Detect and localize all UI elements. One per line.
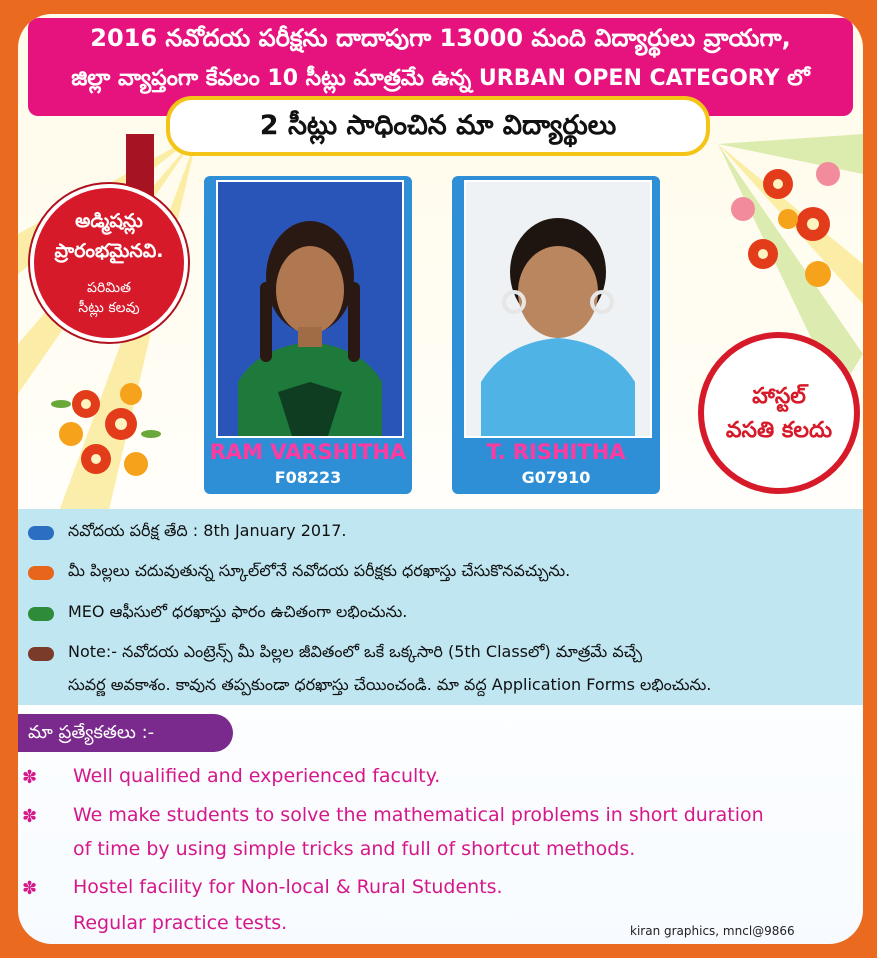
note-text-line-2: సువర్ణ అవకాశం. కావున తప్పకుండా ధరఖాస్తు చేయించండి. మా వద్ద Application Forms లభించును. [68,675,712,694]
student-name: T. RISHITHA [486,440,626,464]
admissions-badge-line-1: అడ్మిషన్లు [75,210,143,232]
designer-credit: kiran graphics, mncl@9866 [630,924,795,938]
flower-bullet-icon: ✽ [22,806,38,827]
pointing-hand-icon [28,607,54,621]
headline-line-2: జిల్లా వ్యాప్తంగా కేవలం 10 సీట్లు మాత్రమే ఉన్న URBAN OPEN CATEGORY లో [71,66,810,91]
pointing-hand-icon [28,647,54,661]
feature-item: Well qualified and experienced faculty. [73,765,441,787]
meo-office-text: MEO ఆఫీసులో ధరఖాస్తు ఫారం ఉచితంగా లభించును. [68,602,408,621]
student-roll-number: F08223 [274,468,342,487]
admissions-badge [30,184,188,342]
admissions-badge-line-3: పరిమిత [87,280,131,296]
pointing-hand-icon [28,566,54,580]
hostel-badge-line-1: హాస్టల్ [752,384,806,409]
subheadline: 2 సీట్లు సాధించిన మా విద్యార్థులు [166,96,710,156]
feature-item: Hostel facility for Non-local & Rural Students. [73,876,503,898]
feature-item-continued: of time by using simple tricks and full of shortcut methods. [73,838,636,860]
headline-line-1: 2016 నవోదయ పరీక్షను దాదాపుగా 13000 మంది విద్యార్థులు వ్రాయగా, [90,24,791,52]
pointing-hand-icon [28,526,54,540]
info-band [18,509,863,705]
student-card [204,176,412,494]
flower-bouquet-left [46,364,166,494]
flower-bullet-icon: ✽ [22,878,38,899]
note-text-line-1: Note:- నవోదయ ఎంట్రెన్స్ మీ పిల్లల జీవితంలో ఒకే ఒక్కసారి (5th Classలో) మాత్రమే వచ్చే [68,642,643,661]
student-photo [464,180,652,438]
admissions-badge-line-4: సీట్లు కలవు [78,300,140,316]
admissions-badge-line-2: ప్రారంభమైనవి. [54,240,164,262]
student-photo-image [466,182,650,436]
poster [18,14,863,944]
hostel-badge-line-2: వసతి కలదు [725,418,833,443]
student-name: RAM VARSHITHA [209,440,407,464]
apply-school-text: మీ పిల్లలు చదువుతున్న స్కూల్‌లోనే నవోదయ పరీక్షకు ధరఖాస్తు చేసుకొనవచ్చును. [68,561,571,580]
student-card [452,176,660,494]
flower-bullet-icon: ✽ [22,767,38,788]
feature-item: Regular practice tests. [73,912,288,934]
feature-item: We make students to solve the mathematical problems in short duration [73,804,764,826]
flower-bouquet-right [718,144,858,304]
student-photo-image [218,182,402,436]
student-photo [216,180,404,438]
student-roll-number: G07910 [521,468,591,487]
exam-date-text: నవోదయ పరీక్ష తేది : 8th January 2017. [68,521,347,540]
hostel-badge [698,332,860,494]
features-label: మా ప్రత్యేకతలు :- [18,714,233,752]
